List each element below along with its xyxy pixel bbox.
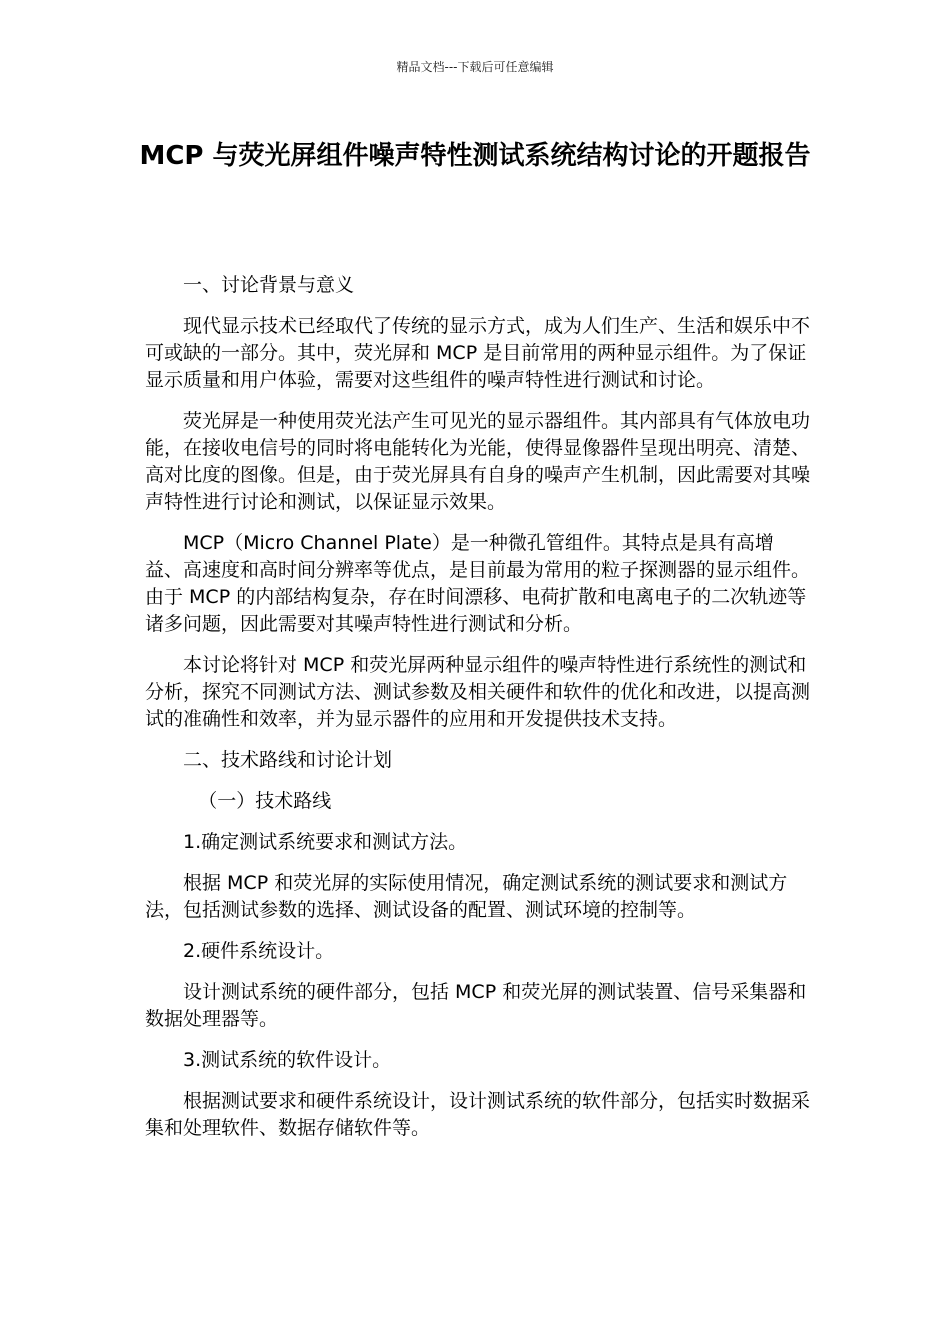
list-item-1-title: 1.确定测试系统要求和测试方法。 xyxy=(183,831,468,853)
section-heading-plan: 二、技术路线和讨论计划 xyxy=(183,749,393,771)
section-heading-background: 一、讨论背景与意义 xyxy=(183,274,355,296)
list-item-3-title: 3.测试系统的软件设计。 xyxy=(183,1049,392,1071)
paragraph-fluorescent-screen: 荧光屏是一种使用荧光法产生可见光的显示器组件。其内部具有气体放电功能，在接收电信号的同时将电能转化为光能，使得显像器件呈现出明亮、清楚、高对比度的图像。但是，由于荧光屏具有自身的噪声产生机制，因此需要对其噪声特性进行讨论和测试，以保证显示效果。 xyxy=(145,410,811,513)
list-item-1-body: 根据 MCP 和荧光屏的实际使用情况，确定测试系统的测试要求和测试方法，包括测试参数的选择、测试设备的配置、测试环境的控制等。 xyxy=(145,872,788,921)
header-note: 精品文档---下载后可任意编辑 xyxy=(396,60,554,74)
paragraph-intro: 现代显示技术已经取代了传统的显示方式，成为人们生产、生活和娱乐中不可或缺的一部分。其中，荧光屏和 MCP 是目前常用的两种显示组件。为了保证显示质量和用户体验，需要对这些组件的噪声特性进行测试和讨论。 xyxy=(145,315,811,391)
list-item-2-body: 设计测试系统的硬件部分，包括 MCP 和荧光屏的测试装置、信号采集器和数据处理器等。 xyxy=(145,981,807,1030)
paragraph-mcp: MCP（Micro Channel Plate）是一种微孔管组件。其特点是具有高增益、高速度和高时间分辨率等优点，是目前最为常用的粒子探测器的显示组件。由于 MCP 的内部结构复杂，存在时间漂移、电荷扩散和电离电子的二次轨迹等诸多问题，因此需要对其噪声特性进行测试和分析。 xyxy=(145,532,811,635)
document-body xyxy=(145,272,810,1156)
document-title: MCP 与荧光屏组件噪声特性测试系统结构讨论的开题报告 xyxy=(139,141,811,171)
list-item-2-title: 2.硬件系统设计。 xyxy=(183,940,335,962)
subsection-heading-route: （一）技术路线 xyxy=(198,790,332,812)
list-item-3-body: 根据测试要求和硬件系统设计，设计测试系统的软件部分，包括实时数据采集和处理软件、数据存储软件等。 xyxy=(145,1090,811,1139)
paragraph-purpose: 本讨论将针对 MCP 和荧光屏两种显示组件的噪声特性进行系统性的测试和分析，探究不同测试方法、测试参数及相关硬件和软件的优化和改进，以提高测试的准确性和效率，并为显示器件的应用和开发提供技术支持。 xyxy=(145,654,811,730)
